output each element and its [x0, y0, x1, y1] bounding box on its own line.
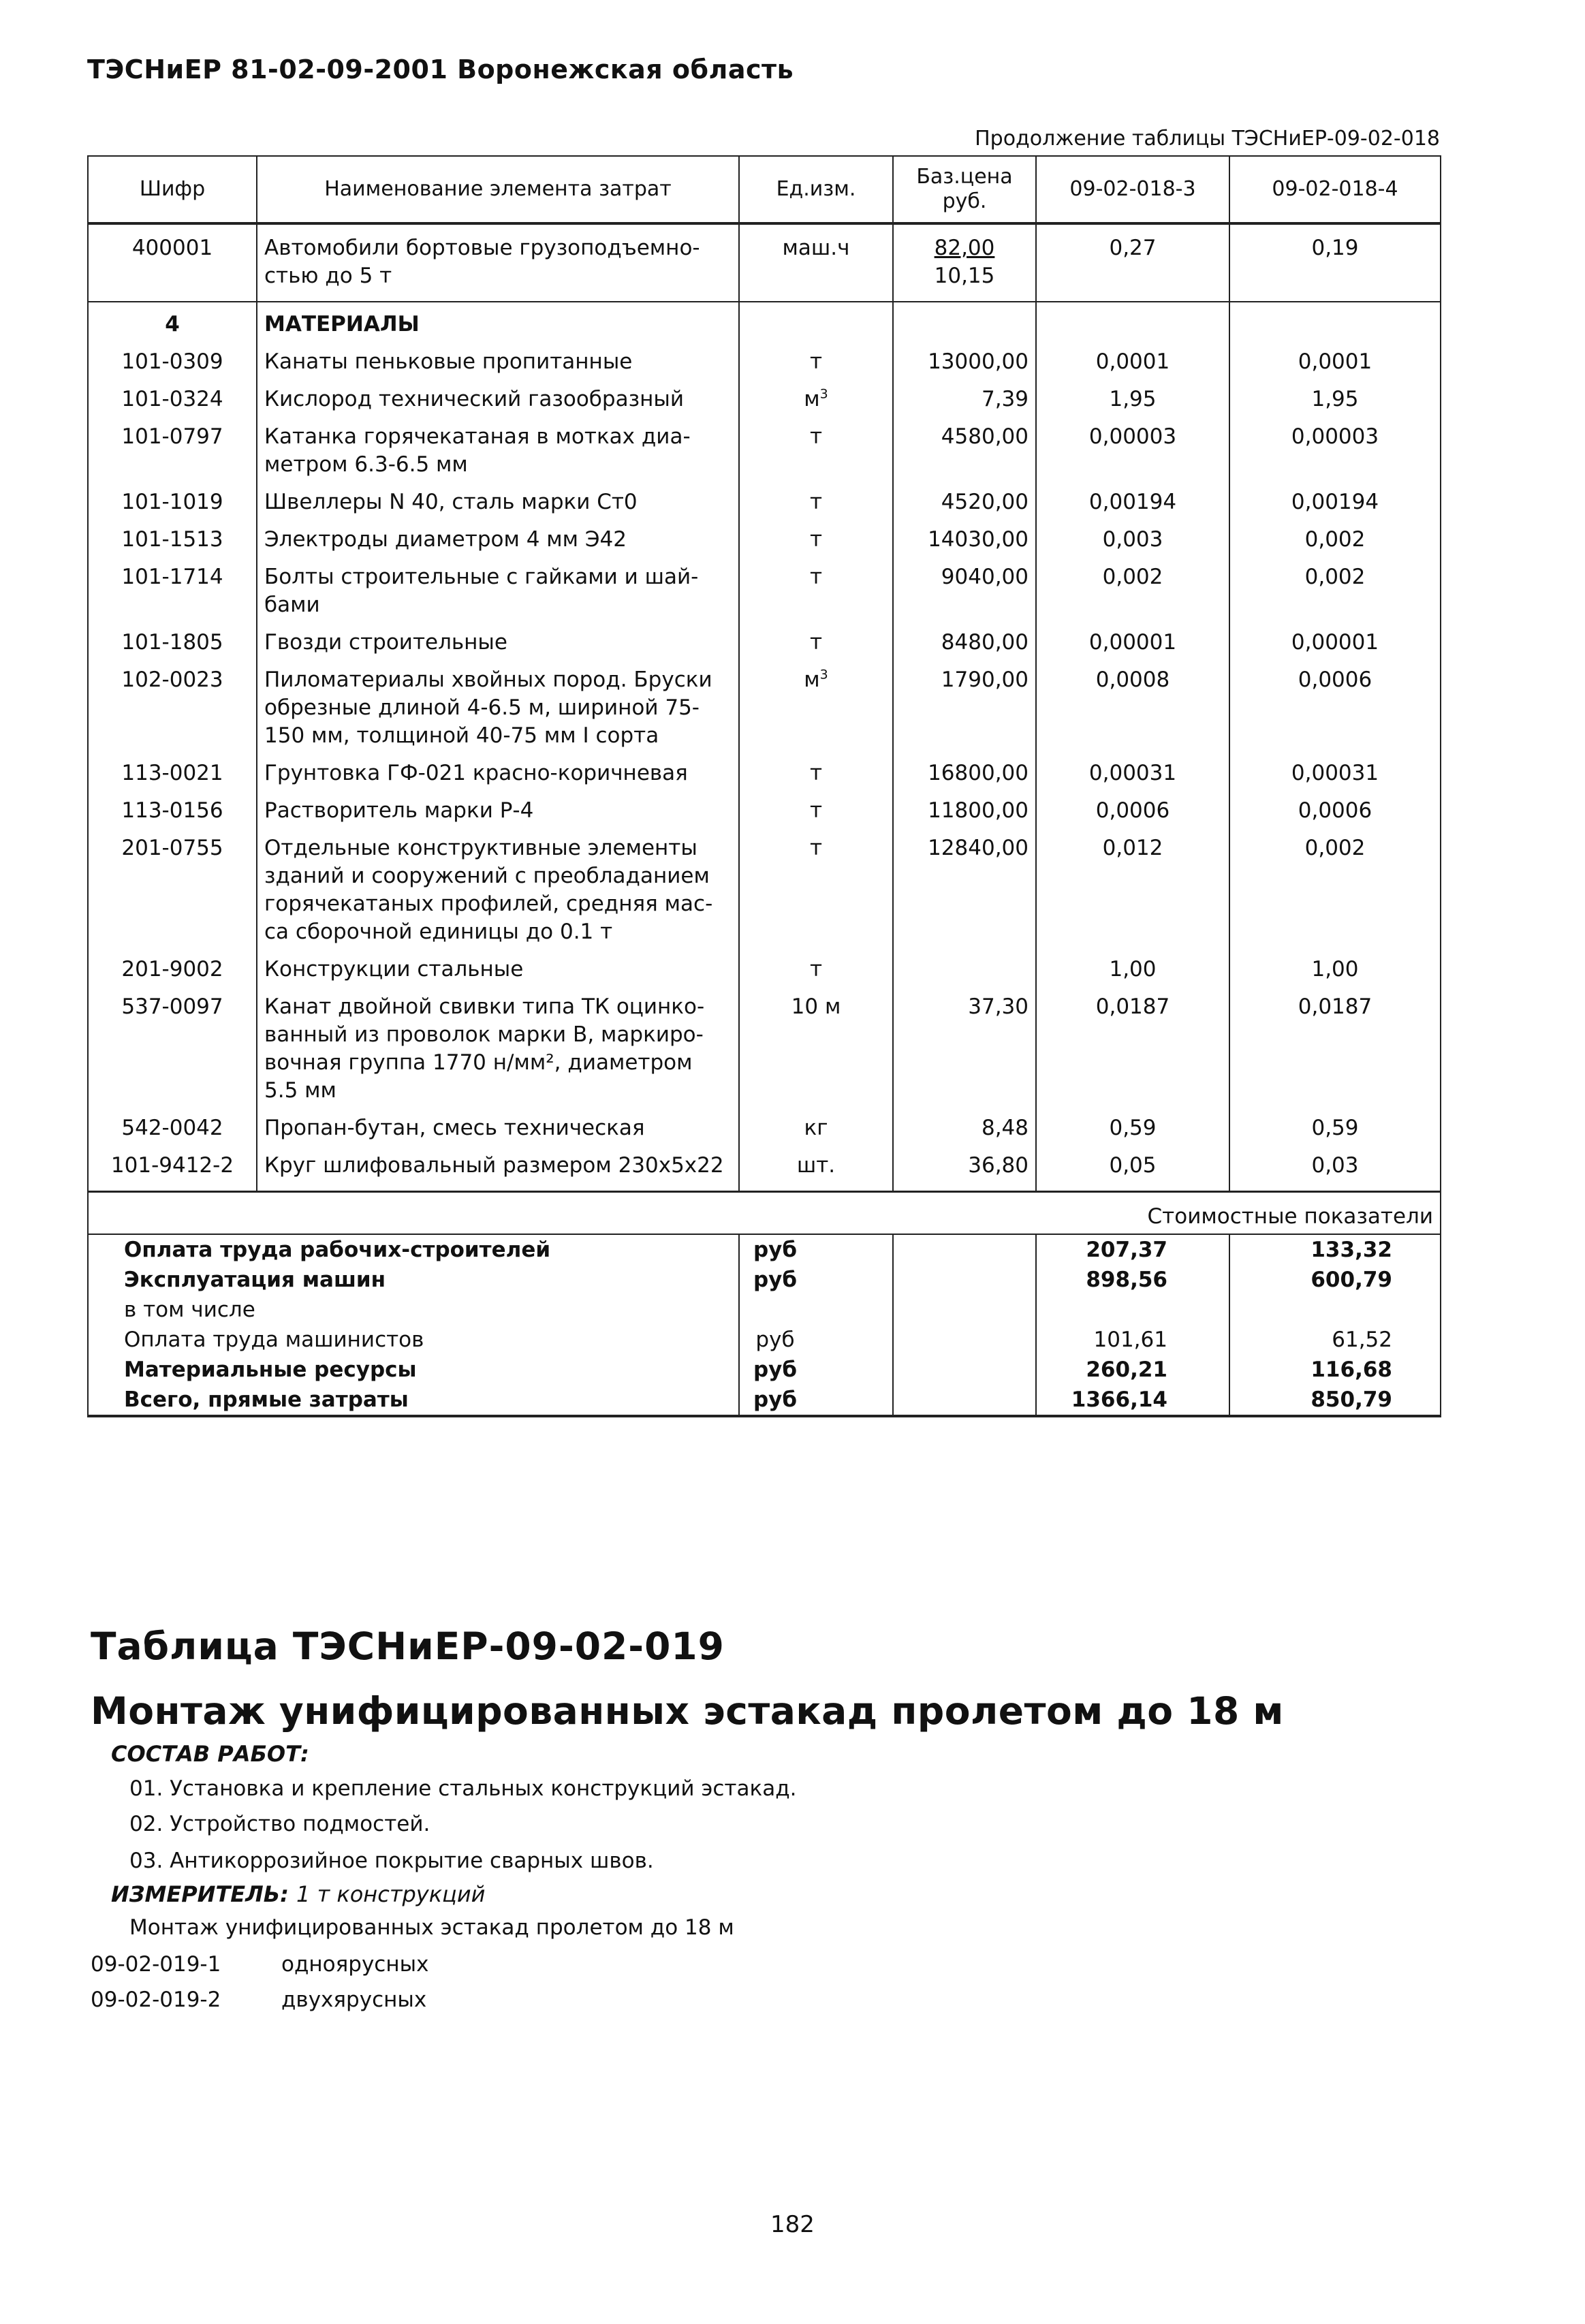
- material-code: 102-0023: [88, 657, 257, 750]
- machine-name: Автомобили бортовые грузоподъемно-стью до 5 т: [257, 223, 739, 302]
- material-unit: кг: [739, 1105, 893, 1142]
- summary-label: Всего, прямые затраты: [88, 1385, 739, 1416]
- machine-code: 400001: [88, 223, 257, 302]
- material-price: 8,48: [893, 1105, 1036, 1142]
- material-price: 8480,00: [893, 619, 1036, 657]
- material-price: 4520,00: [893, 479, 1036, 516]
- section-row-materials: [88, 302, 1441, 339]
- material-price: 37,30: [893, 984, 1036, 1105]
- table-row: [88, 946, 1441, 984]
- material-price: 36,80: [893, 1142, 1036, 1192]
- table-row: [88, 554, 1441, 619]
- material-value-col4: 0,0187: [1229, 984, 1441, 1105]
- table-row: [88, 984, 1441, 1105]
- material-name: Кислород технический газообразный: [257, 376, 739, 413]
- summary-value-col3: 101,61: [1036, 1325, 1229, 1355]
- next-table-subtitle: Монтаж унифицированных эстакад пролетом до 18 м: [91, 1689, 1284, 1733]
- summary-label: Материальные ресурсы: [88, 1355, 739, 1385]
- material-name: Пропан-бутан, смесь техническая: [257, 1105, 739, 1142]
- summary-empty-price: [893, 1295, 1036, 1325]
- material-value-col3: 0,00031: [1036, 750, 1229, 787]
- table-row: [88, 657, 1441, 750]
- material-unit: т: [739, 825, 893, 946]
- item-name: одноярусных: [281, 1952, 429, 1977]
- material-code: 101-9412-2: [88, 1142, 257, 1192]
- material-code: 113-0021: [88, 750, 257, 787]
- material-unit: т: [739, 619, 893, 657]
- summary-row: [88, 1295, 1441, 1325]
- section-empty-col4: [1229, 302, 1441, 339]
- material-price: 11800,00: [893, 787, 1036, 825]
- material-value-col4: 1,95: [1229, 376, 1441, 413]
- summary-value-col4: [1229, 1295, 1441, 1325]
- material-value-col4: 0,00031: [1229, 750, 1441, 787]
- material-unit: т: [739, 516, 893, 554]
- material-name: Катанка горячекатаная в мотках диа-метром 6.3-6.5 мм: [257, 413, 739, 479]
- table-row: [88, 619, 1441, 657]
- summary-value-col3: 260,21: [1036, 1355, 1229, 1385]
- next-table-title: Таблица ТЭСНиЕР-09-02-019: [91, 1624, 725, 1668]
- material-value-col4: 0,00003: [1229, 413, 1441, 479]
- material-name: Растворитель марки Р-4: [257, 787, 739, 825]
- material-value-col3: 0,00001: [1036, 619, 1229, 657]
- material-code: 101-1714: [88, 554, 257, 619]
- summary-label: Оплата труда рабочих-строителей: [88, 1234, 739, 1265]
- material-value-col4: 0,0006: [1229, 657, 1441, 750]
- table-row: [88, 1142, 1441, 1192]
- summary-value-col4: 133,32: [1229, 1234, 1441, 1265]
- header-unit: Ед.изм.: [739, 156, 893, 223]
- summary-row: [88, 1265, 1441, 1295]
- measure-line: [111, 1881, 485, 1907]
- summary-value-col4: 600,79: [1229, 1265, 1441, 1295]
- summary-label: в том числе: [88, 1295, 739, 1325]
- summary-unit: руб: [739, 1234, 893, 1265]
- header-price: Баз.цена руб.: [893, 156, 1036, 223]
- material-name: Конструкции стальные: [257, 946, 739, 984]
- material-value-col4: 0,00194: [1229, 479, 1441, 516]
- material-code: 101-1019: [88, 479, 257, 516]
- material-price: 16800,00: [893, 750, 1036, 787]
- table-row: [88, 825, 1441, 946]
- material-name: Грунтовка ГФ-021 красно-коричневая: [257, 750, 739, 787]
- material-name: Круг шлифовальный размером 230х5х22: [257, 1142, 739, 1192]
- header-code: Шифр: [88, 156, 257, 223]
- material-value-col3: 0,00194: [1036, 479, 1229, 516]
- table-row: [88, 787, 1441, 825]
- material-name: Электроды диаметром 4 мм Э42: [257, 516, 739, 554]
- list-item: [91, 1988, 426, 2012]
- material-code: 542-0042: [88, 1105, 257, 1142]
- material-value-col4: 0,002: [1229, 554, 1441, 619]
- material-value-col3: 0,0006: [1036, 787, 1229, 825]
- material-unit: т: [739, 787, 893, 825]
- table-row: [88, 1105, 1441, 1142]
- summary-label: Эксплуатация машин: [88, 1265, 739, 1295]
- material-value-col4: 0,002: [1229, 825, 1441, 946]
- machine-value-col4: 0,19: [1229, 223, 1441, 302]
- summary-row: [88, 1355, 1441, 1385]
- material-unit: т: [739, 339, 893, 376]
- table-header-row: [88, 156, 1441, 223]
- material-name: Пиломатериалы хвойных пород. Бруски обрезные длиной 4-6.5 м, шириной 75-150 мм, толщиной 40-75 мм I сорта: [257, 657, 739, 750]
- summary-unit: руб: [739, 1355, 893, 1385]
- material-price: 14030,00: [893, 516, 1036, 554]
- summary-label: Оплата труда машинистов: [88, 1325, 739, 1355]
- table-row: [88, 750, 1441, 787]
- summary-value-col4: 116,68: [1229, 1355, 1441, 1385]
- section-empty-unit: [739, 302, 893, 339]
- item-code: 09-02-019-2: [91, 1988, 221, 2012]
- material-value-col3: 0,00003: [1036, 413, 1229, 479]
- material-name: Швеллеры N 40, сталь марки Ст0: [257, 479, 739, 516]
- summary-value-col3: 1366,14: [1036, 1385, 1229, 1416]
- material-code: 101-0324: [88, 376, 257, 413]
- table-continuation-note: Продолжение таблицы ТЭСНиЕР-09-02-018: [975, 127, 1440, 151]
- item-code: 09-02-019-1: [91, 1952, 221, 1977]
- material-unit: т: [739, 946, 893, 984]
- material-name: Болты строительные с гайками и шай-бами: [257, 554, 739, 619]
- material-unit: т: [739, 413, 893, 479]
- material-code: 101-1805: [88, 619, 257, 657]
- summary-unit: руб: [739, 1265, 893, 1295]
- material-code: 101-1513: [88, 516, 257, 554]
- material-unit: 10 м: [739, 984, 893, 1105]
- machine-unit: маш.ч: [739, 223, 893, 302]
- summary-value-col4: 61,52: [1229, 1325, 1441, 1355]
- summary-value-col4: 850,79: [1229, 1385, 1441, 1416]
- item-name: двухярусных: [281, 1988, 427, 2012]
- page-number: 182: [770, 2211, 815, 2238]
- summary-empty-price: [893, 1234, 1036, 1265]
- summary-value-col3: 898,56: [1036, 1265, 1229, 1295]
- table-row: [88, 413, 1441, 479]
- items-description: Монтаж унифицированных эстакад пролетом до 18 м: [129, 1915, 734, 1940]
- material-value-col3: 0,002: [1036, 554, 1229, 619]
- material-unit: $м^3$: [739, 657, 893, 750]
- material-value-col4: 1,00: [1229, 946, 1441, 984]
- material-name: Отдельные конструктивные элементы зданий и сооружений с преобладанием горячекатаных профилей, средняя мас-са сборочной единицы до 0.1 т: [257, 825, 739, 946]
- section-empty-price: [893, 302, 1036, 339]
- material-code: 101-0309: [88, 339, 257, 376]
- material-value-col3: 0,0187: [1036, 984, 1229, 1105]
- material-value-col3: 0,012: [1036, 825, 1229, 946]
- material-code: 201-9002: [88, 946, 257, 984]
- material-value-col3: 1,00: [1036, 946, 1229, 984]
- summary-value-col3: [1036, 1295, 1229, 1325]
- material-value-col3: 0,59: [1036, 1105, 1229, 1142]
- page-header: ТЭСНиЕР 81-02-09-2001 Воронежская область: [87, 54, 794, 84]
- material-price: 12840,00: [893, 825, 1036, 946]
- summary-empty-price: [893, 1325, 1036, 1355]
- machine-row: [88, 223, 1441, 302]
- material-value-col3: 1,95: [1036, 376, 1229, 413]
- material-price: 13000,00: [893, 339, 1036, 376]
- material-code: 101-0797: [88, 413, 257, 479]
- table-row: [88, 376, 1441, 413]
- material-value-col4: 0,00001: [1229, 619, 1441, 657]
- material-unit: $м^3$: [739, 376, 893, 413]
- material-code: 113-0156: [88, 787, 257, 825]
- cost-header-row: [88, 1192, 1441, 1235]
- header-col3: 09-02-018-3: [1036, 156, 1229, 223]
- cost-header: Стоимостные показатели: [88, 1192, 1441, 1235]
- material-value-col3: 0,05: [1036, 1142, 1229, 1192]
- material-code: 201-0755: [88, 825, 257, 946]
- summary-unit: [739, 1295, 893, 1325]
- material-value-col4: 0,59: [1229, 1105, 1441, 1142]
- material-unit: т: [739, 554, 893, 619]
- table-row: [88, 479, 1441, 516]
- material-unit: т: [739, 750, 893, 787]
- material-value-col3: 0,0001: [1036, 339, 1229, 376]
- material-value-col4: 0,03: [1229, 1142, 1441, 1192]
- material-name: Канат двойной свивки типа ТК оцинко-ванный из проволок марки В, маркиро-вочная группа 1770 н/мм², диаметром 5.5 мм: [257, 984, 739, 1105]
- machine-price: 82,00 10,15: [893, 223, 1036, 302]
- material-name: Канаты пеньковые пропитанные: [257, 339, 739, 376]
- summary-unit: руб: [739, 1385, 893, 1416]
- material-unit: т: [739, 479, 893, 516]
- section-code: 4: [88, 302, 257, 339]
- material-value-col4: 0,0006: [1229, 787, 1441, 825]
- header-name: Наименование элемента затрат: [257, 156, 739, 223]
- summary-unit: руб: [739, 1325, 893, 1355]
- material-price: [893, 946, 1036, 984]
- table-row: [88, 339, 1441, 376]
- resource-table: [87, 155, 1441, 1417]
- summary-empty-price: [893, 1355, 1036, 1385]
- summary-row: [88, 1385, 1441, 1416]
- material-price: 7,39: [893, 376, 1036, 413]
- measure-label: ИЗМЕРИТЕЛЬ:: [111, 1881, 289, 1907]
- summary-row: [88, 1234, 1441, 1265]
- work-item: 02. Устройство подмостей.: [129, 1812, 430, 1836]
- material-code: 537-0097: [88, 984, 257, 1105]
- work-item: 03. Антикоррозийное покрытие сварных швов.: [129, 1849, 654, 1873]
- list-item: [91, 1952, 428, 1977]
- material-value-col4: 0,002: [1229, 516, 1441, 554]
- material-value-col3: 0,0008: [1036, 657, 1229, 750]
- section-name: МАТЕРИАЛЫ: [257, 302, 739, 339]
- material-value-col4: 0,0001: [1229, 339, 1441, 376]
- summary-empty-price: [893, 1385, 1036, 1416]
- table-row: [88, 516, 1441, 554]
- material-unit: шт.: [739, 1142, 893, 1192]
- material-price: 9040,00: [893, 554, 1036, 619]
- works-label: СОСТАВ РАБОТ:: [111, 1741, 309, 1767]
- work-item: 01. Установка и крепление стальных конструкций эстакад.: [129, 1776, 797, 1801]
- material-price: 1790,00: [893, 657, 1036, 750]
- measure-unit: 1 т конструкций: [296, 1881, 486, 1907]
- machine-value-col3: 0,27: [1036, 223, 1229, 302]
- material-name: Гвозди строительные: [257, 619, 739, 657]
- material-value-col3: 0,003: [1036, 516, 1229, 554]
- summary-value-col3: 207,37: [1036, 1234, 1229, 1265]
- material-price: 4580,00: [893, 413, 1036, 479]
- header-col4: 09-02-018-4: [1229, 156, 1441, 223]
- summary-empty-price: [893, 1265, 1036, 1295]
- section-empty-col3: [1036, 302, 1229, 339]
- summary-row: [88, 1325, 1441, 1355]
